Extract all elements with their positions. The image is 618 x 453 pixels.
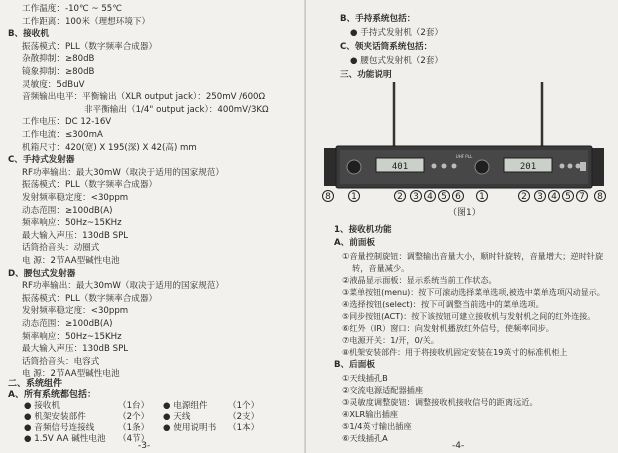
- section-heading: B、手持系统包括：: [340, 14, 416, 24]
- section-heading: B、后面板: [334, 360, 375, 370]
- bullet-icon: ●: [24, 401, 32, 411]
- component-item: ● 机架安装部件: [24, 412, 86, 422]
- section-heading: 三、功能说明: [340, 70, 392, 80]
- svg-text:4: 4: [551, 192, 557, 202]
- function-line: ⑤1/4英寸输出插座: [342, 421, 412, 431]
- component-qty: （1本）: [228, 423, 260, 433]
- svg-text:2: 2: [521, 192, 527, 202]
- component-qty: （2个）: [118, 412, 150, 422]
- figure-caption: （图1）: [448, 208, 481, 218]
- svg-text:7: 7: [579, 192, 585, 202]
- svg-text:5: 5: [441, 192, 447, 202]
- brand-label: UHF PLL: [455, 154, 473, 159]
- svg-text:8: 8: [597, 192, 603, 202]
- spec-line: 发射频率稳定度：<30ppm: [22, 306, 129, 317]
- function-line: ①音量控制旋钮：调整输出音量大小，顺时针旋转，音量增大；逆时针旋: [342, 251, 604, 261]
- bullet-icon: ●: [24, 423, 32, 433]
- svg-text:1: 1: [351, 192, 357, 202]
- svg-text:6: 6: [455, 192, 461, 202]
- spec-line: 杂散抑制：≥80dB: [22, 54, 95, 65]
- component-item: ● 使用说明书: [163, 423, 217, 433]
- spec-line: 电 源：2节AA型碱性电池: [22, 369, 120, 380]
- volume-knob-icon: [347, 160, 361, 174]
- spec-line: 非平衡输出（1/4" output jack）：400mV/3KΩ: [84, 104, 269, 115]
- section-heading: A、前面板: [334, 238, 376, 248]
- list-item: ● 腰包式发射机（2套）: [350, 56, 444, 66]
- function-line: ④XLR输出插座: [342, 409, 398, 419]
- function-line: ①天线插孔B: [342, 373, 388, 383]
- function-line: ④选择按钮(select)：按下可调整当前选中的菜单选项。: [342, 299, 544, 309]
- bullet-icon: ●: [163, 401, 171, 411]
- component-item: ● 接收机: [24, 401, 61, 411]
- svg-text:8: 8: [325, 192, 331, 202]
- bullet-icon: ●: [350, 56, 358, 66]
- function-line: ⑤同步按钮(ACT)：按下该按钮可建立接收机与发射机之间的红外连接。: [342, 312, 596, 321]
- lcd-value-left: 401: [391, 162, 409, 172]
- spec-line: 频率响应：50Hz~15KHz: [22, 218, 122, 229]
- receiver-figure: [316, 78, 612, 206]
- section-heading: 二、系统组件: [8, 379, 63, 389]
- spec-line: 镜象抑制：≥80dB: [22, 67, 95, 77]
- component-qty: （4节）: [118, 434, 150, 444]
- function-line: ⑧机架安装部件：用于将接收机固定安装在19英寸的标准机柜上: [342, 348, 568, 357]
- section-heading: D、腰包式发射器: [8, 268, 76, 279]
- spec-line: 话筒拾音头：电容式: [22, 356, 100, 367]
- section-heading: C、领夹话筒系统包括：: [340, 42, 433, 52]
- lcd-value-right: 201: [519, 162, 537, 172]
- spec-line: 最大输入声压：130dB SPL: [22, 344, 129, 355]
- section-heading: A、所有系统都包括：: [8, 390, 96, 400]
- bullet-icon: ●: [350, 28, 358, 38]
- left-page: [0, 0, 306, 453]
- spec-line: 工作距离：100米（理想环境下）: [22, 16, 151, 27]
- function-line: ②液晶显示面板：显示系统当前工作状态。: [342, 275, 497, 285]
- function-line: ③灵敏度调整旋钮：调整接收机接收信号的距离远近。: [342, 397, 538, 407]
- spec-line: 工作电流：≤300mA: [22, 130, 103, 140]
- list-item: ● 手持式发射机（2套）: [350, 28, 444, 38]
- power-switch-icon: [580, 162, 586, 171]
- component-item: [24, 434, 106, 445]
- bullet-icon: ●: [24, 412, 32, 422]
- spec-line: 振荡模式：PLL（数字频率合成器）: [22, 41, 158, 52]
- svg-text:3: 3: [537, 192, 543, 202]
- spec-line: RF功率输出：最大30mW（取决于适用的国家规范）: [22, 167, 225, 178]
- spec-line: 频率响应：50Hz~15KHz: [22, 331, 122, 342]
- bullet-icon: ●: [24, 434, 32, 444]
- function-line: ③菜单按钮(menu)：按下可滚动选择菜单选项,被选中菜单选项闪动显示。: [342, 288, 605, 297]
- spec-line: 电 源：2节AA型碱性电池: [22, 256, 120, 266]
- spec-line: 发射频率稳定度：<30ppm: [22, 193, 129, 203]
- page-number: -4-: [452, 441, 465, 451]
- svg-text:1: 1: [479, 192, 485, 202]
- function-line: ⑥天线插孔A: [342, 433, 388, 443]
- component-item: ● 电源组件: [163, 401, 208, 411]
- spec-line: RF功率输出：最大30mW（取决于适用的国家规范）: [22, 281, 225, 292]
- component-qty: （2支）: [228, 412, 260, 422]
- component-qty: （1条）: [118, 423, 150, 433]
- function-line: ⑦电源开关：1/开，0/关。: [342, 335, 439, 345]
- svg-text:3: 3: [413, 192, 419, 202]
- page-number: -3-: [138, 441, 151, 451]
- spec-line: 最大输入声压：130dB SPL: [22, 230, 129, 241]
- function-line: ②交流电源适配器插座: [342, 385, 424, 395]
- component-item: ● 天线: [163, 412, 191, 422]
- spec-line: 动态范围：≥100dB(A): [22, 205, 113, 216]
- component-name: 1.5V AA 碱性电池: [34, 434, 106, 444]
- section-heading: B、接收机: [8, 29, 49, 40]
- spec-line: 机箱尺寸：420(宽) X 195(深) X 42(高) mm: [22, 142, 197, 153]
- spec-line: 工作电压：DC 12-16V: [22, 117, 112, 128]
- function-line: ⑥红外（IR）窗口：向发射机播放红外信号，使频率同步。: [342, 323, 554, 333]
- function-line: 转，音量减少。: [352, 263, 410, 273]
- svg-text:5: 5: [565, 192, 571, 202]
- component-qty: （1台）: [118, 401, 150, 411]
- svg-text:2: 2: [397, 192, 403, 202]
- spec-line: 话筒拾音头：动圈式: [22, 243, 100, 254]
- volume-knob-icon: [475, 160, 489, 174]
- bullet-icon: ●: [163, 412, 171, 422]
- spec-line: 振荡模式：PLL（数字频率合成器）: [22, 293, 158, 304]
- section-heading: C、手持式发射器: [8, 155, 75, 166]
- spec-line: 音频输出电平：平衡输出（XLR output jack）：250mV /600Ω: [22, 92, 266, 103]
- spec-line: 动态范围：≥100dB(A): [22, 319, 113, 329]
- svg-text:4: 4: [427, 192, 433, 202]
- right-page: [306, 0, 618, 453]
- bullet-icon: ●: [163, 423, 171, 433]
- spec-line: 灵敏度：5dBuV: [22, 79, 85, 90]
- spec-line: 工作温度：-10℃ ~ 55℃: [22, 4, 122, 14]
- spec-line: 振荡模式：PLL（数字频率合成器）: [22, 180, 158, 191]
- component-item: ● 音频信号连接线: [24, 423, 95, 433]
- component-qty: （1个）: [228, 401, 260, 411]
- section-heading: 1、接收机功能: [334, 225, 392, 235]
